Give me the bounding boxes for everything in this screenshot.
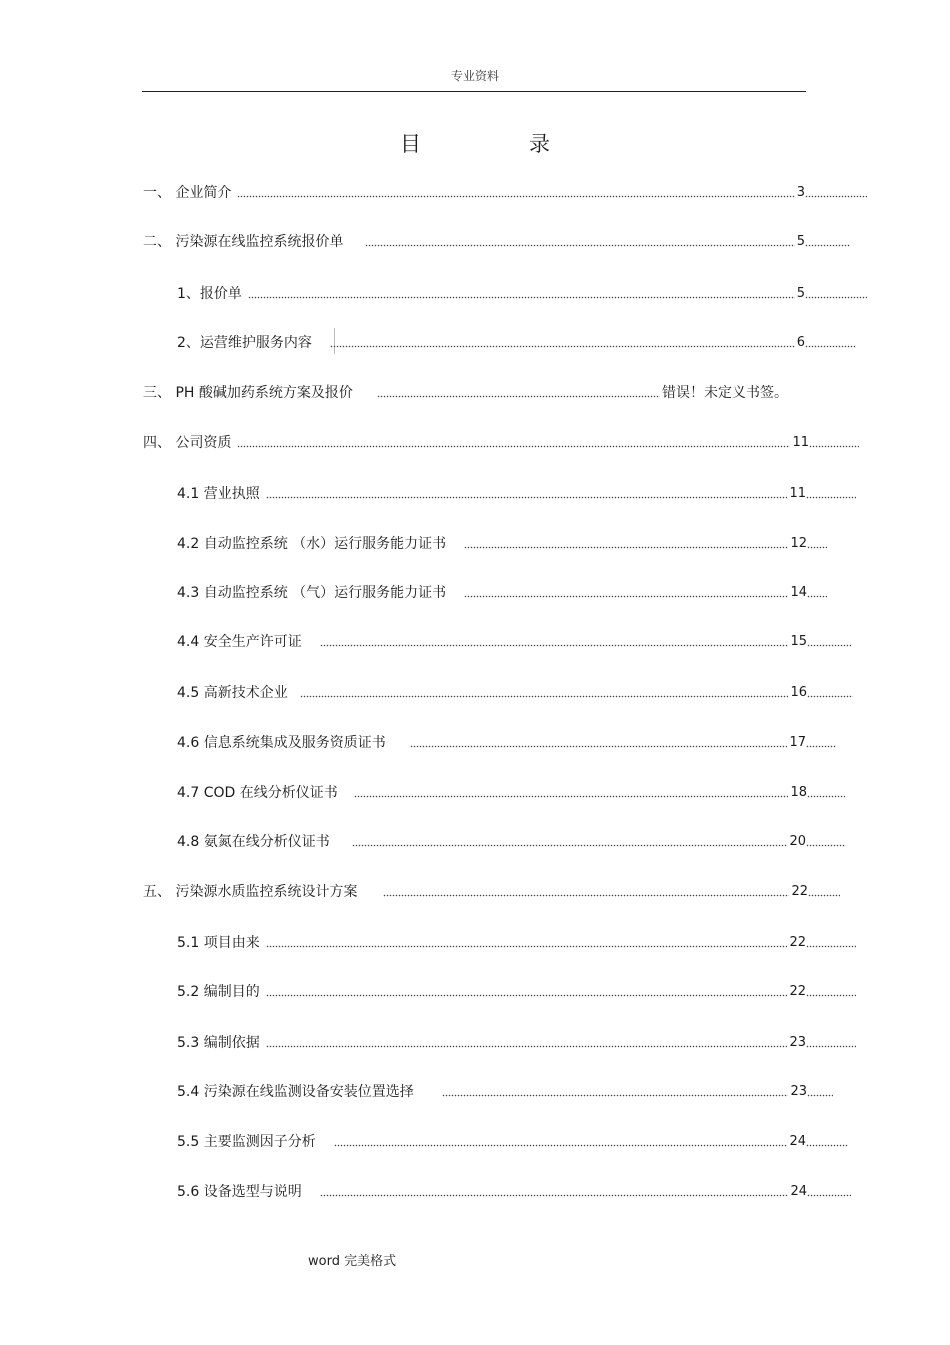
toc-entry[interactable] xyxy=(177,782,845,802)
leader-dots xyxy=(805,182,867,202)
leader-dots xyxy=(806,981,856,1001)
leader-dots xyxy=(805,231,850,251)
toc-entry[interactable] xyxy=(177,682,853,702)
toc-entry-label: 5.6 设备选型与说明 xyxy=(177,1184,302,1200)
leader-dots xyxy=(365,231,794,251)
toc-entry-page: 20 xyxy=(789,833,806,849)
leader-dots xyxy=(300,682,789,702)
toc-entry-page: 18 xyxy=(790,784,807,800)
toc-entry-page: 23 xyxy=(789,1034,806,1050)
leader-dots xyxy=(320,631,789,651)
leader-dots xyxy=(807,1081,833,1101)
toc-entry-label: 三、 PH 酸碱加药系统方案及报价 xyxy=(143,385,353,401)
leader-dots xyxy=(805,332,855,352)
toc-entry-label: 4.2 自动监控系统 （水）运行服务能力证书 xyxy=(177,536,447,552)
toc-entry-label: 4.6 信息系统集成及服务资质证书 xyxy=(177,735,386,751)
leader-dots xyxy=(809,432,859,452)
toc-entry[interactable] xyxy=(177,631,851,651)
toc-entry-label: 5.1 项目由来 xyxy=(177,935,260,951)
toc-entry-page: 5 xyxy=(796,285,805,301)
toc-title xyxy=(0,128,950,158)
toc-entry[interactable] xyxy=(143,382,788,402)
toc-entry[interactable] xyxy=(143,231,850,251)
toc-entry[interactable] xyxy=(177,483,856,503)
page-footer-text: word 完美格式 xyxy=(308,1254,397,1269)
toc-entry-page: 5 xyxy=(796,233,805,249)
toc-entry-page: 11 xyxy=(792,434,809,450)
leader-dots xyxy=(807,1181,851,1201)
toc-entry-label: 5.2 编制目的 xyxy=(177,984,260,1000)
leader-dots xyxy=(410,732,788,752)
toc-entry-label: 4.4 安全生产许可证 xyxy=(177,634,302,650)
toc-entry-page: 14 xyxy=(790,584,807,600)
leader-dots xyxy=(266,1032,788,1052)
toc-entry[interactable] xyxy=(177,283,867,303)
leader-dots xyxy=(807,631,851,651)
leader-dots xyxy=(334,1131,788,1151)
toc-entry[interactable] xyxy=(177,332,855,352)
toc-entry[interactable] xyxy=(177,831,846,851)
toc-entry-page: 22 xyxy=(789,983,806,999)
toc-entry-page: 11 xyxy=(789,485,806,501)
toc-entry[interactable] xyxy=(177,533,827,553)
toc-entry-page: 12 xyxy=(790,535,807,551)
leader-dots xyxy=(320,1181,789,1201)
toc-entry[interactable] xyxy=(143,881,840,901)
leader-dots xyxy=(808,881,840,901)
toc-entry[interactable] xyxy=(143,182,867,202)
toc-entry-page: 3 xyxy=(796,184,805,200)
leader-dots xyxy=(330,332,795,352)
leader-dots xyxy=(806,732,836,752)
toc-entry-page: 错误！未定义书签。 xyxy=(662,385,788,401)
toc-entry-label: 四、 公司资质 xyxy=(143,435,232,451)
toc-entry[interactable] xyxy=(177,1032,856,1052)
toc-entry-label: 4.3 自动监控系统 （气）运行服务能力证书 xyxy=(177,585,447,601)
toc-entry[interactable] xyxy=(177,732,836,752)
leader-dots xyxy=(248,283,795,303)
leader-dots xyxy=(442,1081,789,1101)
leader-dots xyxy=(806,1131,848,1151)
leader-dots xyxy=(266,483,788,503)
toc-entry-page: 16 xyxy=(790,684,807,700)
leader-dots xyxy=(807,582,827,602)
toc-entry-label: 5.3 编制依据 xyxy=(177,1035,260,1051)
leader-dots xyxy=(806,483,856,503)
toc-entry-label: 五、 污染源水质监控系统设计方案 xyxy=(143,884,358,900)
leader-dots xyxy=(464,533,788,553)
toc-entry-label: 4.8 氨氮在线分析仪证书 xyxy=(177,834,330,850)
leader-dots xyxy=(377,382,660,402)
leader-dots xyxy=(807,782,845,802)
leader-dots xyxy=(266,932,788,952)
toc-entry-page: 22 xyxy=(791,883,808,899)
toc-entry-page: 24 xyxy=(789,1133,806,1149)
toc-entry-page: 23 xyxy=(790,1083,807,1099)
toc-entry-label: 1、报价单 xyxy=(177,286,242,302)
toc-entry[interactable] xyxy=(143,432,859,452)
toc-entry-page: 15 xyxy=(790,633,807,649)
toc-entry-label: 4.1 营业执照 xyxy=(177,486,260,502)
leader-dots xyxy=(806,1032,856,1052)
page-header-text: 专业资料 xyxy=(450,69,499,83)
toc-entry-page: 24 xyxy=(790,1183,807,1199)
toc-title-char-1: 目 xyxy=(400,132,421,156)
toc-entry-page: 17 xyxy=(789,734,806,750)
leader-dots xyxy=(464,582,788,602)
leader-dots xyxy=(237,432,790,452)
toc-entry[interactable] xyxy=(177,981,856,1001)
toc-entry-page: 22 xyxy=(789,934,806,950)
leader-dots xyxy=(807,533,827,553)
leader-dots xyxy=(806,831,846,851)
leader-dots xyxy=(807,682,853,702)
header-divider xyxy=(142,91,806,92)
toc-title-char-2: 录 xyxy=(529,132,550,156)
toc-entry-label: 4.5 高新技术企业 xyxy=(177,685,288,701)
leader-dots xyxy=(354,782,789,802)
leader-dots xyxy=(266,981,788,1001)
toc-entry-label: 4.7 COD 在线分析仪证书 xyxy=(177,785,338,801)
leader-dots xyxy=(805,283,867,303)
toc-entry[interactable] xyxy=(177,1131,848,1151)
leader-dots xyxy=(383,881,789,901)
toc-entry[interactable] xyxy=(177,1181,851,1201)
toc-entry-label: 二、 污染源在线监控系统报价单 xyxy=(143,234,344,250)
leader-dots xyxy=(806,932,856,952)
toc-entry-label: 5.4 污染源在线监测设备安装位置选择 xyxy=(177,1084,414,1100)
toc-entry[interactable] xyxy=(177,932,856,952)
toc-entry[interactable] xyxy=(177,1081,833,1101)
leader-dots xyxy=(352,831,788,851)
toc-entry-page: 6 xyxy=(796,334,805,350)
leader-dots xyxy=(237,182,794,202)
toc-entry-label: 一、 企业简介 xyxy=(143,185,232,201)
toc-entry[interactable] xyxy=(177,582,827,602)
toc-entry-label: 2、运营维护服务内容 xyxy=(177,335,312,351)
toc-entry-label: 5.5 主要监测因子分析 xyxy=(177,1134,316,1150)
